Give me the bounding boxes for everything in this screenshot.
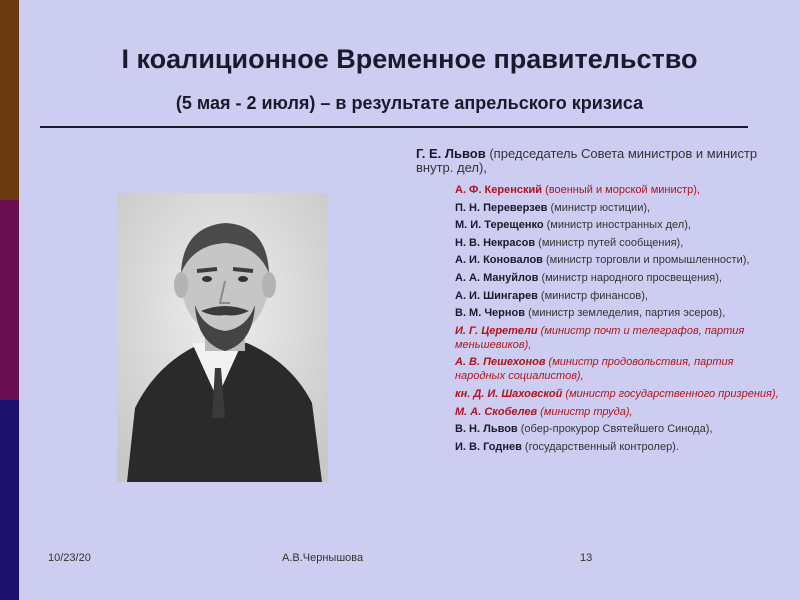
slide-title: I коалиционное Временное правительство [121, 44, 698, 74]
title-divider [40, 126, 748, 128]
chairman-role: (председатель Совета министров и министр внутр. дел), [416, 146, 758, 175]
minister-name: В. М. Чернов [455, 307, 526, 320]
list-item [455, 218, 785, 232]
minister-role: (министр народного просвещения), [538, 271, 722, 284]
minister-name: кн. Д. И. Шаховской [455, 387, 563, 400]
footer-page-number: 13 [580, 552, 593, 564]
list-item [455, 405, 785, 419]
list-item [455, 306, 785, 320]
minister-role: (министр путей сообщения), [535, 236, 684, 249]
minister-name: А. И. Коновалов [455, 254, 543, 267]
footer-author: А.В.Чернышова [282, 552, 364, 564]
chairman-name: Г. Е. Львов [416, 146, 486, 161]
list-item [455, 324, 785, 352]
list-item [455, 289, 785, 303]
minister-name: П. Н. Переверзев [455, 201, 548, 214]
minister-name: А. Ф. Керенский [455, 184, 543, 196]
minister-name: М. И. Терещенко [455, 219, 544, 232]
minister-role: (министр юстиции), [547, 201, 651, 214]
footer-date: 10/23/20 [48, 552, 91, 564]
minister-role: (министр почт и телеграфов, партия меньшевиков), [455, 324, 745, 351]
minister-role: (министр земледелия, партия эсеров), [525, 307, 726, 320]
minister-role: (министр государственного призрения), [562, 387, 779, 400]
list-item [455, 387, 785, 401]
minister-name: М. А. Скобелев [455, 405, 538, 418]
minister-role: (министр продовольствия, партия народных социалистов), [455, 356, 734, 383]
slide-subtitle: (5 мая - 2 июля) – в результате апрельского кризиса [175, 93, 644, 113]
minister-name: Н. В. Некрасов [455, 236, 536, 249]
list-item [455, 183, 785, 197]
minister-name: И. Г. Церетели [455, 324, 538, 337]
decor-stripe-middle [0, 200, 19, 400]
decor-stripe-top [0, 0, 19, 200]
minister-name: А. И. Шингарев [455, 289, 538, 302]
minister-role: (министр иностранных дел), [543, 219, 691, 232]
list-item [455, 271, 785, 285]
list-item [455, 355, 785, 383]
list-item [455, 201, 785, 215]
minister-role: (министр торговли и промышленности), [542, 254, 750, 267]
chairman-entry [416, 147, 776, 175]
portrait-photo [117, 193, 328, 482]
minister-role: (министр финансов), [537, 289, 648, 302]
minister-role: (министр труда), [537, 405, 633, 418]
list-item [455, 422, 785, 436]
minister-role: (обер-прокурор Святейшего Синода), [517, 423, 713, 436]
decor-stripe-bottom [0, 400, 19, 600]
list-item [455, 236, 785, 250]
minister-role: (военный и морской министр), [542, 184, 701, 196]
list-item [455, 440, 785, 454]
minister-role: (государственный контролер). [521, 440, 679, 453]
minister-name: А. А. Мануйлов [455, 271, 539, 284]
list-item [455, 253, 785, 267]
minister-name: В. Н. Львов [455, 423, 518, 436]
minister-name: А. В. Пешехонов [455, 356, 546, 369]
ministers-list [455, 183, 785, 457]
minister-name: И. В. Годнев [455, 440, 522, 453]
